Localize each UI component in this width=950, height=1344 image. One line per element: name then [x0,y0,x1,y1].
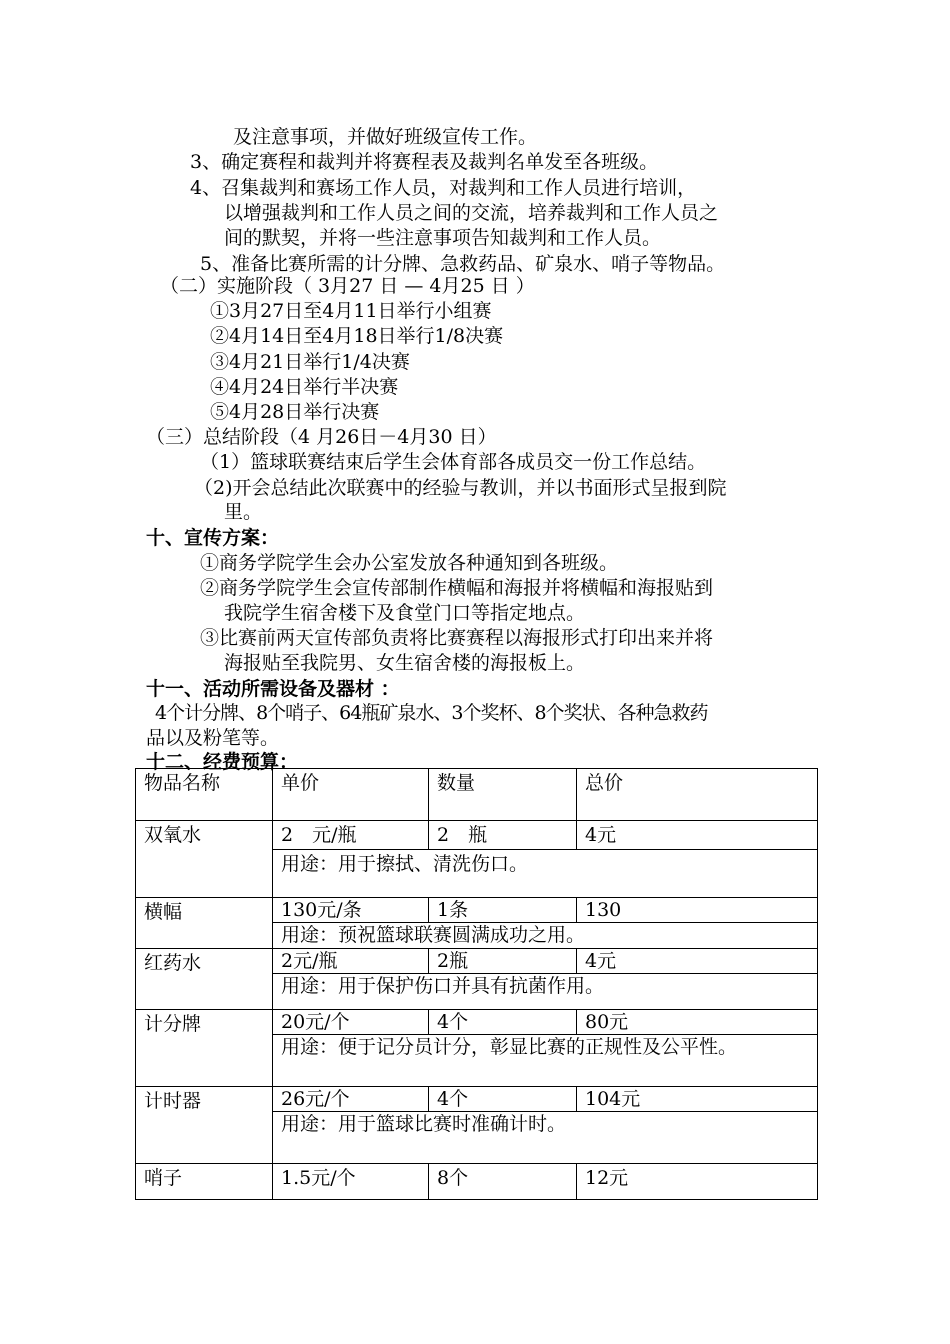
section-title: 十、宣传方案： [146,527,280,549]
table-row [136,1087,818,1112]
total-cell: 80元 [577,1010,818,1035]
item-name-cell: 哨子 [136,1164,273,1200]
header-cell: 总价 [577,769,818,821]
qty-cell: 2 瓶 [429,821,577,850]
schedule-item: ⑤4月28日举行决赛 [210,401,380,423]
qty-cell: 8个 [429,1164,577,1200]
total-cell: 12元 [577,1164,818,1200]
qty-cell: 4个 [429,1087,577,1112]
text-line: 3、确定赛程和裁判并将赛程表及裁判名单发至各班级。 [190,151,659,173]
text-line: ①商务学院学生会办公室发放各种通知到各班级。 [200,552,619,574]
header-cell: 物品名称 [136,769,273,821]
schedule-item: ④4月24日举行半决赛 [210,376,399,398]
total-cell: 4元 [577,949,818,974]
schedule-item: ③4月21日举行1/4决赛 [210,351,410,373]
table-header-row [136,769,818,821]
section-heading: （三）总结阶段（4 月26日－4月30 日） [146,426,497,448]
text-line: 间的默契，并将一些注意事项告知裁判和工作人员。 [224,227,662,249]
qty-cell: 4个 [429,1010,577,1035]
total-cell: 4元 [577,821,818,850]
total-cell: 104元 [577,1087,818,1112]
use-cell: 用途：用于篮球比赛时准确计时。 [273,1112,818,1164]
text-line: （1）篮球联赛结束后学生会体育部各成员交一份工作总结。 [200,451,707,473]
price-cell: 26元/个 [273,1087,429,1112]
table-row [136,949,818,974]
text-line: 我院学生宿舍楼下及食堂门口等指定地点。 [224,602,586,624]
item-name-cell: 计时器 [136,1087,273,1164]
use-cell: 用途：便于记分员计分，彰显比赛的正规性及公平性。 [273,1035,818,1087]
text-line: 里。 [224,501,263,523]
header-cell: 数量 [429,769,577,821]
text-line: （2)开会总结此次联赛中的经验与教训，并以书面形式呈报到院 [194,477,727,499]
text-line: 及注意事项，并做好班级宣传工作。 [233,126,538,148]
item-name-cell: 红药水 [136,949,273,1010]
schedule-item: ①3月27日至4月11日举行小组赛 [210,300,492,322]
section-title: 十二、经费预算： [146,751,299,773]
table-row [136,1164,818,1200]
text-line: 4个计分牌、8个哨子、64瓶矿泉水、3个奖杯、8个奖状、各种急救药 [155,702,708,724]
section-heading: （二）实施阶段（ 3月27 日 — 4月25 日 ） [160,275,535,297]
budget-table [135,768,818,1200]
total-cell: 130 [577,898,818,923]
section-title: 十一、活动所需设备及器材 ： [146,678,400,700]
qty-cell: 2瓶 [429,949,577,974]
use-cell: 用途：预祝篮球联赛圆满成功之用。 [273,923,818,949]
qty-cell: 1条 [429,898,577,923]
use-cell: 用途：用于保护伤口并具有抗菌作用。 [273,974,818,1010]
table-row [136,898,818,923]
price-cell: 2 元/瓶 [273,821,429,850]
text-line: 5、准备比赛所需的计分牌、急救药品、矿泉水、哨子等物品。 [200,253,726,275]
price-cell: 20元/个 [273,1010,429,1035]
text-line: ②商务学院学生会宣传部制作横幅和海报并将横幅和海报贴到 [200,577,714,599]
table-row [136,1010,818,1035]
text-line: 以增强裁判和工作人员之间的交流，培养裁判和工作人员之 [224,202,719,224]
text-line: 海报贴至我院男、女生宿舍楼的海报板上。 [224,652,586,674]
schedule-item: ②4月14日至4月18日举行1/8决赛 [210,325,504,347]
price-cell: 1.5元/个 [273,1164,429,1200]
price-cell: 2元/瓶 [273,949,429,974]
use-cell: 用途：用于擦拭、清洗伤口。 [273,850,818,898]
price-cell: 130元/条 [273,898,429,923]
table-row [136,821,818,850]
item-name-cell: 计分牌 [136,1010,273,1087]
item-name-cell: 双氧水 [136,821,273,898]
item-name-cell: 横幅 [136,898,273,949]
text-line: ③比赛前两天宣传部负责将比赛赛程以海报形式打印出来并将 [200,627,714,649]
header-cell: 单价 [273,769,429,821]
text-line: 4、召集裁判和赛场工作人员，对裁判和工作人员进行培训， [190,177,697,199]
text-line: 品以及粉笔等。 [146,727,280,749]
